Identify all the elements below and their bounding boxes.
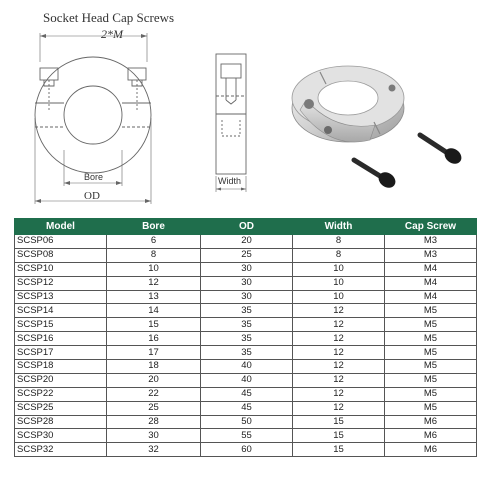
header-width: Width	[293, 219, 385, 235]
cell-bore: 10	[107, 262, 201, 276]
cell-model: SCSP13	[15, 290, 107, 304]
cell-bore: 30	[107, 429, 201, 443]
cell-model: SCSP20	[15, 373, 107, 387]
cell-bore: 18	[107, 360, 201, 374]
cell-width: 10	[293, 262, 385, 276]
table-row	[15, 248, 477, 262]
cell-od: 35	[201, 304, 293, 318]
table-row	[15, 415, 477, 429]
side-view	[216, 54, 246, 192]
cell-width: 15	[293, 429, 385, 443]
cell-od: 35	[201, 318, 293, 332]
collar-photo	[292, 66, 404, 142]
cell-od: 45	[201, 387, 293, 401]
cell-cap-screw: M5	[385, 318, 477, 332]
cell-width: 12	[293, 387, 385, 401]
cell-od: 60	[201, 443, 293, 457]
cell-model: SCSP15	[15, 318, 107, 332]
cell-width: 12	[293, 304, 385, 318]
table-row	[15, 332, 477, 346]
table-row	[15, 401, 477, 415]
table-row	[15, 360, 477, 374]
table-row	[15, 235, 477, 249]
cell-model: SCSP12	[15, 276, 107, 290]
table-body	[15, 235, 477, 457]
cell-bore: 28	[107, 415, 201, 429]
cell-od: 30	[201, 262, 293, 276]
cell-od: 55	[201, 429, 293, 443]
cell-width: 15	[293, 415, 385, 429]
cell-bore: 13	[107, 290, 201, 304]
cell-od: 35	[201, 332, 293, 346]
cell-width: 12	[293, 360, 385, 374]
table-row	[15, 290, 477, 304]
cell-od: 25	[201, 248, 293, 262]
cell-model: SCSP08	[15, 248, 107, 262]
cell-model: SCSP06	[15, 235, 107, 249]
cell-model: SCSP10	[15, 262, 107, 276]
cell-model: SCSP22	[15, 387, 107, 401]
cell-cap-screw: M4	[385, 262, 477, 276]
table-row	[15, 387, 477, 401]
cell-model: SCSP25	[15, 401, 107, 415]
cell-width: 12	[293, 346, 385, 360]
cell-od: 35	[201, 346, 293, 360]
drawing-title: Socket Head Cap Screws	[43, 10, 175, 25]
cell-cap-screw: M5	[385, 373, 477, 387]
header-model: Model	[15, 219, 107, 235]
cell-bore: 16	[107, 332, 201, 346]
header-cap-screw: Cap Screw	[385, 219, 477, 235]
cell-cap-screw: M5	[385, 332, 477, 346]
cell-model: SCSP28	[15, 415, 107, 429]
spec-table	[14, 218, 477, 457]
technical-drawing	[0, 0, 488, 215]
cell-width: 10	[293, 276, 385, 290]
cap-screw-2	[354, 160, 398, 191]
cell-bore: 32	[107, 443, 201, 457]
header-od: OD	[201, 219, 293, 235]
table-row	[15, 276, 477, 290]
cell-od: 40	[201, 360, 293, 374]
cell-cap-screw: M3	[385, 248, 477, 262]
screw-dimension-label: 2*M	[101, 27, 123, 41]
cell-width: 12	[293, 401, 385, 415]
cell-cap-screw: M6	[385, 415, 477, 429]
cell-model: SCSP30	[15, 429, 107, 443]
table-row	[15, 373, 477, 387]
cell-od: 40	[201, 373, 293, 387]
cell-model: SCSP17	[15, 346, 107, 360]
cell-bore: 12	[107, 276, 201, 290]
cell-bore: 25	[107, 401, 201, 415]
cell-cap-screw: M5	[385, 346, 477, 360]
cell-od: 45	[201, 401, 293, 415]
cell-model: SCSP16	[15, 332, 107, 346]
cell-width: 12	[293, 332, 385, 346]
cell-cap-screw: M4	[385, 290, 477, 304]
cell-bore: 15	[107, 318, 201, 332]
width-label: Width	[218, 176, 242, 186]
cell-bore: 8	[107, 248, 201, 262]
cell-width: 15	[293, 443, 385, 457]
cell-model: SCSP32	[15, 443, 107, 457]
cell-width: 12	[293, 373, 385, 387]
table-header-row	[15, 219, 477, 235]
table-row	[15, 443, 477, 457]
cell-model: SCSP14	[15, 304, 107, 318]
bore-label: Bore	[84, 172, 104, 182]
cell-width: 8	[293, 235, 385, 249]
od-label: OD	[84, 190, 100, 202]
cap-screw-1	[420, 135, 464, 167]
cell-od: 20	[201, 235, 293, 249]
header-bore: Bore	[107, 219, 201, 235]
table-row	[15, 304, 477, 318]
cell-bore: 6	[107, 235, 201, 249]
cell-width: 8	[293, 248, 385, 262]
cell-cap-screw: M4	[385, 276, 477, 290]
drawing-lines	[0, 0, 488, 215]
cell-cap-screw: M6	[385, 429, 477, 443]
cell-width: 10	[293, 290, 385, 304]
cell-bore: 14	[107, 304, 201, 318]
cell-cap-screw: M3	[385, 235, 477, 249]
cell-od: 30	[201, 276, 293, 290]
cell-cap-screw: M5	[385, 304, 477, 318]
cell-cap-screw: M5	[385, 387, 477, 401]
table-row	[15, 318, 477, 332]
cell-bore: 22	[107, 387, 201, 401]
cell-model: SCSP18	[15, 360, 107, 374]
cell-cap-screw: M5	[385, 401, 477, 415]
cell-width: 12	[293, 318, 385, 332]
cell-bore: 20	[107, 373, 201, 387]
cell-od: 50	[201, 415, 293, 429]
table-row	[15, 346, 477, 360]
cell-cap-screw: M6	[385, 443, 477, 457]
cell-od: 30	[201, 290, 293, 304]
table-row	[15, 429, 477, 443]
table-row	[15, 262, 477, 276]
cell-cap-screw: M5	[385, 360, 477, 374]
cell-bore: 17	[107, 346, 201, 360]
